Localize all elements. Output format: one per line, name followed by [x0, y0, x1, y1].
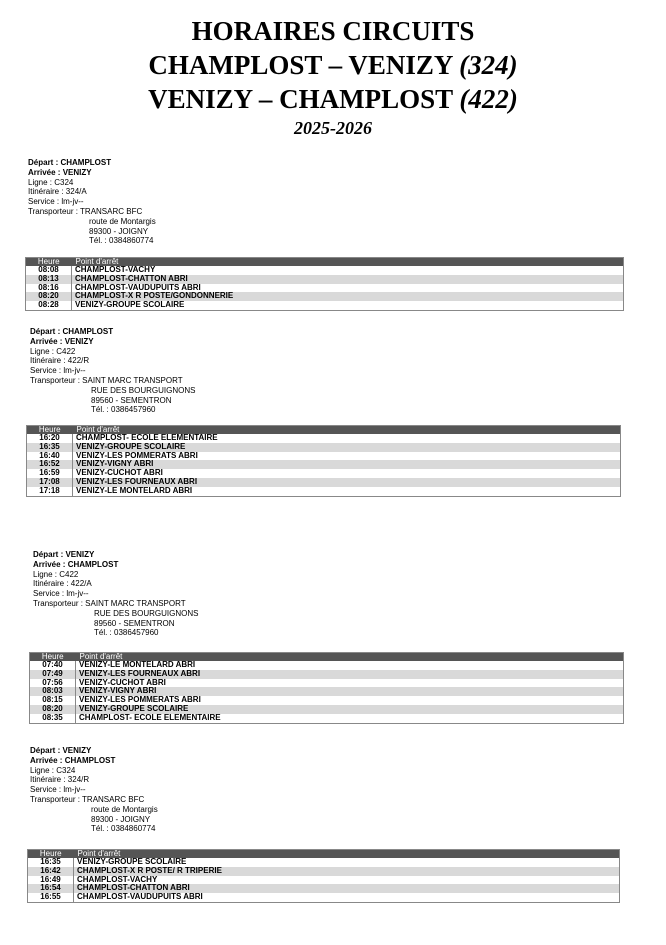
stop-name: VENIZY-LES POMMERATS ABRI: [76, 696, 624, 705]
table-row: [27, 452, 621, 461]
stop-time: 17:08: [27, 478, 73, 487]
column-header-point: Point d'arrêt: [72, 258, 624, 267]
table-row: [30, 661, 624, 670]
table-row: [30, 687, 624, 696]
depart-value: VENIZY: [62, 746, 92, 755]
table-row: [28, 867, 620, 876]
stop-name: VENIZY-LES POMMERATS ABRI: [73, 452, 621, 461]
stop-time: 16:35: [27, 443, 73, 452]
transporteur-row: [30, 376, 195, 386]
table-row: [27, 469, 621, 478]
address-line-2: 89560 - SEMENTRON: [94, 618, 175, 628]
arrivee-value: CHAMPLOST: [64, 755, 116, 765]
ligne-label: Ligne :: [30, 765, 57, 775]
service-label: Service :: [30, 366, 64, 376]
stop-name: CHAMPLOST-VACHY: [74, 876, 620, 885]
title-route-422: VENIZY – CHAMPLOST: [148, 84, 460, 114]
title-line-3: [0, 82, 666, 116]
stop-name: VENIZY-LES FOURNEAUX ABRI: [76, 670, 624, 679]
depart-value: CHAMPLOST: [60, 158, 112, 167]
transporteur-row: [28, 207, 156, 217]
table-header: [28, 850, 620, 859]
depart-label: Départ :: [28, 158, 61, 167]
itineraire-value: 422/R: [67, 356, 90, 366]
address-line-2: 89560 - SEMENTRON: [91, 395, 172, 405]
stop-time: 08:08: [26, 266, 72, 275]
stop-time: 08:15: [30, 696, 76, 705]
arrivee-label: Arrivée :: [30, 336, 65, 346]
route-info-2: [30, 327, 195, 415]
table-row: [28, 858, 620, 867]
phone: Tél. : 0384860774: [91, 824, 156, 834]
service-row: [30, 785, 158, 795]
ligne-label: Ligne :: [28, 177, 55, 187]
stop-name: VENIZY-CUCHOT ABRI: [73, 469, 621, 478]
title-code-422: (422): [459, 84, 518, 114]
transporteur-value: TRANSARC BFC: [82, 794, 145, 804]
stop-name: CHAMPLOST-X R POSTE/ R TRIPERIE: [74, 867, 620, 876]
ligne-label: Ligne :: [30, 346, 57, 356]
column-header-point: Point d'arrêt: [76, 653, 624, 662]
itineraire-label: Itinéraire :: [30, 356, 68, 366]
arrivee-row: [33, 560, 198, 570]
ligne-row: [28, 178, 156, 188]
stop-time: 16:59: [27, 469, 73, 478]
stop-time: 08:28: [26, 301, 72, 310]
stop-time: 08:20: [26, 292, 72, 301]
ligne-value: C422: [56, 346, 76, 356]
phone: Tél. : 0386457960: [91, 405, 156, 415]
depart-label: Départ :: [30, 327, 63, 336]
stop-name: VENIZY-LE MONTELARD ABRI: [73, 487, 621, 496]
service-label: Service :: [30, 785, 64, 795]
transporteur-value: SAINT MARC TRANSPORT: [85, 598, 186, 608]
itineraire-value: 422/A: [70, 579, 92, 589]
stop-name: VENIZY-GROUPE SCOLAIRE: [73, 443, 621, 452]
stop-name: CHAMPLOST- ECOLE ELEMENTAIRE: [73, 434, 621, 443]
stop-time: 07:40: [30, 661, 76, 670]
ligne-row: [33, 570, 198, 580]
stop-name: VENIZY-LES FOURNEAUX ABRI: [73, 478, 621, 487]
timetable-1: [25, 257, 624, 311]
arrivee-row: [30, 756, 158, 766]
table-row: [27, 443, 621, 452]
table-row: [27, 434, 621, 443]
depart-row: [30, 746, 158, 756]
transporteur-label: Transporteur :: [30, 794, 83, 804]
stop-time: 16:54: [28, 884, 74, 893]
depart-label: Départ :: [33, 550, 66, 559]
ligne-row: [30, 766, 158, 776]
stop-time: 08:20: [30, 705, 76, 714]
service-label: Service :: [33, 589, 67, 599]
stop-time: 07:49: [30, 670, 76, 679]
title-line-2: [0, 48, 666, 82]
stop-time: 17:18: [27, 487, 73, 496]
title-code-324: (324): [459, 50, 518, 80]
service-row: [33, 589, 198, 599]
stop-time: 16:40: [27, 452, 73, 461]
table-row: [30, 670, 624, 679]
table-row: [30, 705, 624, 714]
itineraire-row: [28, 187, 156, 197]
arrivee-label: Arrivée :: [33, 559, 68, 569]
arrivee-row: [30, 337, 195, 347]
stop-name: VENIZY-VIGNY ABRI: [73, 460, 621, 469]
title-line-1: HORAIRES CIRCUITS: [191, 16, 475, 46]
arrivee-row: [28, 168, 156, 178]
itineraire-value: 324/A: [65, 187, 87, 197]
depart-label: Départ :: [30, 746, 63, 755]
service-value: lm-jv--: [63, 785, 86, 795]
ligne-value: C324: [56, 765, 76, 775]
transporteur-row: [30, 795, 158, 805]
service-value: lm-jv--: [61, 197, 84, 207]
itineraire-label: Itinéraire :: [33, 579, 71, 589]
stop-name: CHAMPLOST-CHATTON ABRI: [74, 884, 620, 893]
address-line-1: route de Montargis: [91, 804, 158, 814]
stop-name: CHAMPLOST-X R POSTE/GONDONNERIE: [72, 292, 624, 301]
table-row: [27, 478, 621, 487]
address-line-2: 89300 - JOIGNY: [91, 814, 151, 824]
arrivee-value: VENIZY: [62, 167, 92, 177]
arrivee-label: Arrivée :: [30, 755, 65, 765]
depart-row: [30, 327, 195, 337]
stop-name: VENIZY-GROUPE SCOLAIRE: [76, 705, 624, 714]
transporteur-label: Transporteur :: [30, 375, 83, 385]
timetable-2: [26, 425, 621, 497]
stop-time: 16:35: [28, 858, 74, 867]
itineraire-value: 324/R: [67, 775, 90, 785]
document-title: [0, 14, 666, 116]
stop-time: 07:56: [30, 679, 76, 688]
depart-value: VENIZY: [65, 550, 95, 559]
table-row: [26, 284, 624, 293]
route-info-4: [30, 746, 158, 834]
table-row: [26, 266, 624, 275]
stop-name: CHAMPLOST-CHATTON ABRI: [72, 275, 624, 284]
stop-time: 08:03: [30, 687, 76, 696]
table-row: [30, 714, 624, 723]
address-line-2: 89300 - JOIGNY: [89, 226, 149, 236]
table-row: [28, 893, 620, 902]
service-value: lm-jv--: [66, 589, 89, 599]
stop-name: VENIZY-GROUPE SCOLAIRE: [72, 301, 624, 310]
address-line-1: RUE DES BOURGUIGNONS: [94, 608, 199, 618]
phone: Tél. : 0386457960: [94, 628, 159, 638]
route-info-1: [28, 158, 156, 246]
address-line-1: RUE DES BOURGUIGNONS: [91, 385, 196, 395]
column-header-heure: Heure: [27, 426, 73, 435]
ligne-label: Ligne :: [33, 569, 60, 579]
itineraire-row: [30, 356, 195, 366]
school-year: 2025-2026: [294, 118, 372, 138]
phone: Tél. : 0384860774: [89, 236, 154, 246]
transporteur-value: SAINT MARC TRANSPORT: [82, 375, 183, 385]
table-row: [27, 487, 621, 496]
service-value: lm-jv--: [63, 366, 86, 376]
stop-time: 16:42: [28, 867, 74, 876]
stop-time: 08:35: [30, 714, 76, 723]
title-route-324: CHAMPLOST – VENIZY: [148, 50, 460, 80]
arrivee-value: CHAMPLOST: [67, 559, 119, 569]
table-header: [30, 653, 624, 662]
column-header-heure: Heure: [26, 258, 72, 267]
arrivee-label: Arrivée :: [28, 167, 63, 177]
ligne-value: C324: [54, 177, 74, 187]
table-header: [26, 258, 624, 267]
table-header: [27, 426, 621, 435]
stop-time: 16:52: [27, 460, 73, 469]
service-label: Service :: [28, 197, 62, 207]
depart-row: [28, 158, 156, 168]
stop-name: VENIZY-CUCHOT ABRI: [76, 679, 624, 688]
itineraire-row: [33, 579, 198, 589]
itineraire-row: [30, 775, 158, 785]
stop-name: VENIZY-VIGNY ABRI: [76, 687, 624, 696]
table-row: [28, 876, 620, 885]
table-row: [27, 460, 621, 469]
itineraire-label: Itinéraire :: [28, 187, 66, 197]
stop-time: 08:16: [26, 284, 72, 293]
depart-row: [33, 550, 198, 560]
transporteur-row: [33, 599, 198, 609]
table-row: [26, 301, 624, 310]
transporteur-value: TRANSARC BFC: [80, 206, 143, 216]
stop-name: CHAMPLOST-VACHY: [72, 266, 624, 275]
stop-time: 08:13: [26, 275, 72, 284]
route-info-3: [33, 550, 198, 638]
depart-value: CHAMPLOST: [62, 327, 114, 336]
column-header-heure: Heure: [28, 850, 74, 859]
table-row: [26, 292, 624, 301]
timetable-3: [29, 652, 624, 724]
stop-name: VENIZY-LE MONTELARD ABRI: [76, 661, 624, 670]
column-header-heure: Heure: [30, 653, 76, 662]
column-header-point: Point d'arrêt: [73, 426, 621, 435]
stop-time: 16:20: [27, 434, 73, 443]
ligne-row: [30, 347, 195, 357]
ligne-value: C422: [59, 569, 79, 579]
transporteur-label: Transporteur :: [28, 206, 81, 216]
stop-time: 16:49: [28, 876, 74, 885]
table-row: [28, 884, 620, 893]
transporteur-label: Transporteur :: [33, 598, 86, 608]
itineraire-label: Itinéraire :: [30, 775, 68, 785]
stop-name: CHAMPLOST- ECOLE ELEMENTAIRE: [76, 714, 624, 723]
address-line-1: route de Montargis: [89, 216, 156, 226]
stop-name: CHAMPLOST-VAUDUPUITS ABRI: [72, 284, 624, 293]
arrivee-value: VENIZY: [64, 336, 94, 346]
service-row: [28, 197, 156, 207]
stop-name: CHAMPLOST-VAUDUPUITS ABRI: [74, 893, 620, 902]
column-header-point: Point d'arrêt: [74, 850, 620, 859]
stop-name: VENIZY-GROUPE SCOLAIRE: [74, 858, 620, 867]
service-row: [30, 366, 195, 376]
stop-time: 16:55: [28, 893, 74, 902]
table-row: [30, 679, 624, 688]
table-row: [26, 275, 624, 284]
timetable-4: [27, 849, 620, 903]
table-row: [30, 696, 624, 705]
